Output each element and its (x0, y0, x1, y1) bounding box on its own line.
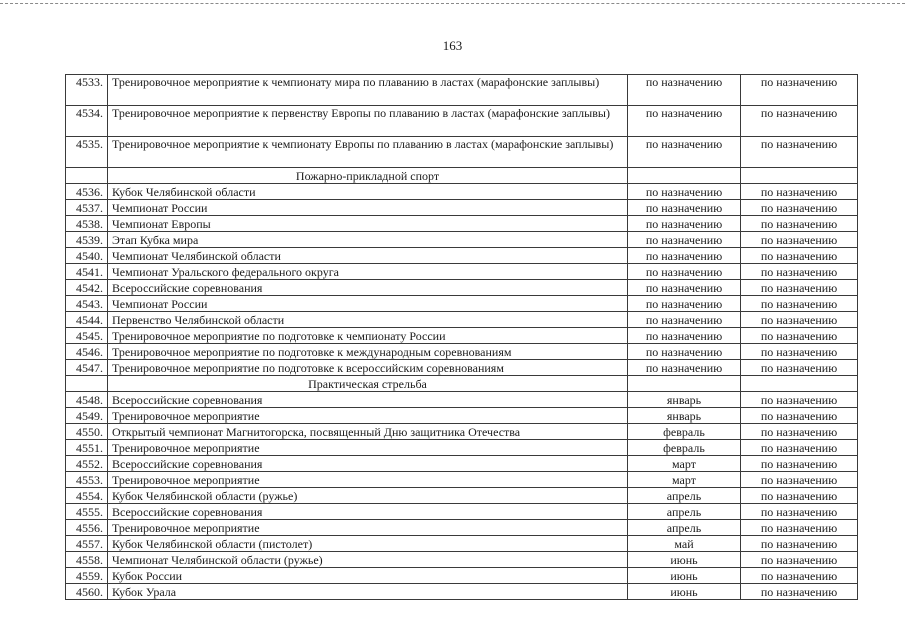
event-place: по назначению (741, 520, 858, 536)
event-place: по назначению (741, 232, 858, 248)
event-name: Чемпионат Уральского федерального округа (108, 264, 628, 280)
event-place: по назначению (741, 296, 858, 312)
event-place: по назначению (741, 200, 858, 216)
event-date: по назначению (628, 360, 741, 376)
event-date: июнь (628, 568, 741, 584)
event-date: по назначению (628, 264, 741, 280)
event-date: апрель (628, 520, 741, 536)
table-row (66, 520, 858, 536)
row-number: 4552. (66, 456, 108, 472)
table-row (66, 137, 858, 168)
page-number: 163 (442, 38, 463, 53)
event-place: по назначению (741, 184, 858, 200)
event-date: по назначению (628, 216, 741, 232)
event-place: по назначению (741, 456, 858, 472)
table-row (66, 584, 858, 600)
event-place: по назначению (741, 328, 858, 344)
event-date: по назначению (628, 296, 741, 312)
event-date: январь (628, 392, 741, 408)
event-name: Тренировочное мероприятие (108, 408, 628, 424)
event-name: Всероссийские соревнования (108, 280, 628, 296)
table-row (66, 456, 858, 472)
scan-top-edge (0, 3, 905, 4)
table-row (66, 328, 858, 344)
table-row (66, 200, 858, 216)
event-name: Тренировочное мероприятие к чемпионату мира по плаванию в ластах (марафонские заплывы) (108, 75, 628, 106)
event-name: Всероссийские соревнования (108, 456, 628, 472)
event-place: по назначению (741, 504, 858, 520)
event-date: май (628, 536, 741, 552)
table-row (66, 440, 858, 456)
event-date: апрель (628, 488, 741, 504)
event-name: Тренировочное мероприятие (108, 440, 628, 456)
row-number: 4554. (66, 488, 108, 504)
event-place: по назначению (741, 264, 858, 280)
event-name: Тренировочное мероприятие к первенству Европы по плаванию в ластах (марафонские заплывы) (108, 106, 628, 137)
event-date: февраль (628, 424, 741, 440)
event-date: апрель (628, 504, 741, 520)
event-name: Чемпионат Челябинской области (108, 248, 628, 264)
row-number: 4556. (66, 520, 108, 536)
row-number: 4550. (66, 424, 108, 440)
section-title: Пожарно-прикладной спорт (108, 168, 628, 184)
event-date: по назначению (628, 232, 741, 248)
event-date: по назначению (628, 328, 741, 344)
event-name: Тренировочное мероприятие (108, 472, 628, 488)
table-row (66, 312, 858, 328)
event-name: Всероссийские соревнования (108, 392, 628, 408)
event-name: Всероссийские соревнования (108, 504, 628, 520)
event-name: Чемпионат Челябинской области (ружье) (108, 552, 628, 568)
row-number: 4543. (66, 296, 108, 312)
row-number: 4541. (66, 264, 108, 280)
event-name: Кубок России (108, 568, 628, 584)
event-place: по назначению (741, 360, 858, 376)
row-number: 4553. (66, 472, 108, 488)
event-name: Кубок Челябинской области (пистолет) (108, 536, 628, 552)
event-place: по назначению (741, 106, 858, 137)
row-number: 4542. (66, 280, 108, 296)
event-name: Открытый чемпионат Магнитогорска, посвященный Дню защитника Отечества (108, 424, 628, 440)
event-name: Тренировочное мероприятие по подготовке к всероссийским соревнованиям (108, 360, 628, 376)
row-number: 4551. (66, 440, 108, 456)
row-number: 4558. (66, 552, 108, 568)
event-place: по назначению (741, 472, 858, 488)
row-number: 4555. (66, 504, 108, 520)
row-number: 4559. (66, 568, 108, 584)
row-number: 4540. (66, 248, 108, 264)
event-place: по назначению (741, 568, 858, 584)
event-name: Тренировочное мероприятие по подготовке к международным соревнованиям (108, 344, 628, 360)
table-row (66, 552, 858, 568)
event-name: Этап Кубка мира (108, 232, 628, 248)
table-row (66, 184, 858, 200)
event-date: по назначению (628, 344, 741, 360)
table-row (66, 232, 858, 248)
table-row (66, 568, 858, 584)
table-row (66, 472, 858, 488)
row-number: 4534. (66, 106, 108, 137)
event-date: июнь (628, 584, 741, 600)
event-place: по назначению (741, 137, 858, 168)
event-place: по назначению (741, 75, 858, 106)
table-row (66, 360, 858, 376)
row-number: 4549. (66, 408, 108, 424)
row-number: 4535. (66, 137, 108, 168)
event-place: по назначению (741, 248, 858, 264)
event-date: по назначению (628, 184, 741, 200)
row-number: 4546. (66, 344, 108, 360)
event-place: по назначению (741, 312, 858, 328)
event-name: Тренировочное мероприятие (108, 520, 628, 536)
table-row (66, 264, 858, 280)
event-date: июнь (628, 552, 741, 568)
event-place: по назначению (741, 488, 858, 504)
event-date: по назначению (628, 137, 741, 168)
event-name: Кубок Челябинской области (ружье) (108, 488, 628, 504)
row-number: 4548. (66, 392, 108, 408)
row-number: 4547. (66, 360, 108, 376)
table-row (66, 488, 858, 504)
event-name: Тренировочное мероприятие по подготовке к чемпионату России (108, 328, 628, 344)
table-row (66, 504, 858, 520)
row-number: 4533. (66, 75, 108, 106)
event-place: по назначению (741, 344, 858, 360)
table-row (66, 344, 858, 360)
row-number: 4538. (66, 216, 108, 232)
event-place: по назначению (741, 392, 858, 408)
table-row (66, 408, 858, 424)
section-header-shooting (66, 376, 858, 392)
section-header-fire (66, 168, 858, 184)
event-name: Тренировочное мероприятие к чемпионату Европы по плаванию в ластах (марафонские заплывы) (108, 137, 628, 168)
table-row (66, 296, 858, 312)
table-row (66, 280, 858, 296)
event-place: по назначению (741, 408, 858, 424)
event-name: Кубок Урала (108, 584, 628, 600)
table-row (66, 536, 858, 552)
event-date: январь (628, 408, 741, 424)
event-date: по назначению (628, 200, 741, 216)
row-number: 4545. (66, 328, 108, 344)
event-date: март (628, 456, 741, 472)
event-place: по назначению (741, 536, 858, 552)
event-date: по назначению (628, 280, 741, 296)
event-name: Кубок Челябинской области (108, 184, 628, 200)
row-number: 4539. (66, 232, 108, 248)
row-number: 4557. (66, 536, 108, 552)
event-place: по назначению (741, 424, 858, 440)
event-name: Чемпионат России (108, 296, 628, 312)
event-name: Чемпионат России (108, 200, 628, 216)
event-place: по назначению (741, 216, 858, 232)
table-row (66, 216, 858, 232)
event-name: Чемпионат Европы (108, 216, 628, 232)
section-title: Практическая стрельба (108, 376, 628, 392)
table-row (66, 248, 858, 264)
row-number: 4560. (66, 584, 108, 600)
event-place: по назначению (741, 584, 858, 600)
event-date: по назначению (628, 312, 741, 328)
event-place: по назначению (741, 440, 858, 456)
row-number: 4537. (66, 200, 108, 216)
event-date: по назначению (628, 75, 741, 106)
table-row (66, 106, 858, 137)
event-place: по назначению (741, 280, 858, 296)
events-table-body (66, 75, 858, 600)
events-table (65, 74, 858, 600)
event-date: по назначению (628, 106, 741, 137)
row-number: 4544. (66, 312, 108, 328)
event-name: Первенство Челябинской области (108, 312, 628, 328)
row-number: 4536. (66, 184, 108, 200)
table-row (66, 392, 858, 408)
event-place: по назначению (741, 552, 858, 568)
event-date: февраль (628, 440, 741, 456)
table-row (66, 75, 858, 106)
event-date: по назначению (628, 248, 741, 264)
event-date: март (628, 472, 741, 488)
table-row (66, 424, 858, 440)
